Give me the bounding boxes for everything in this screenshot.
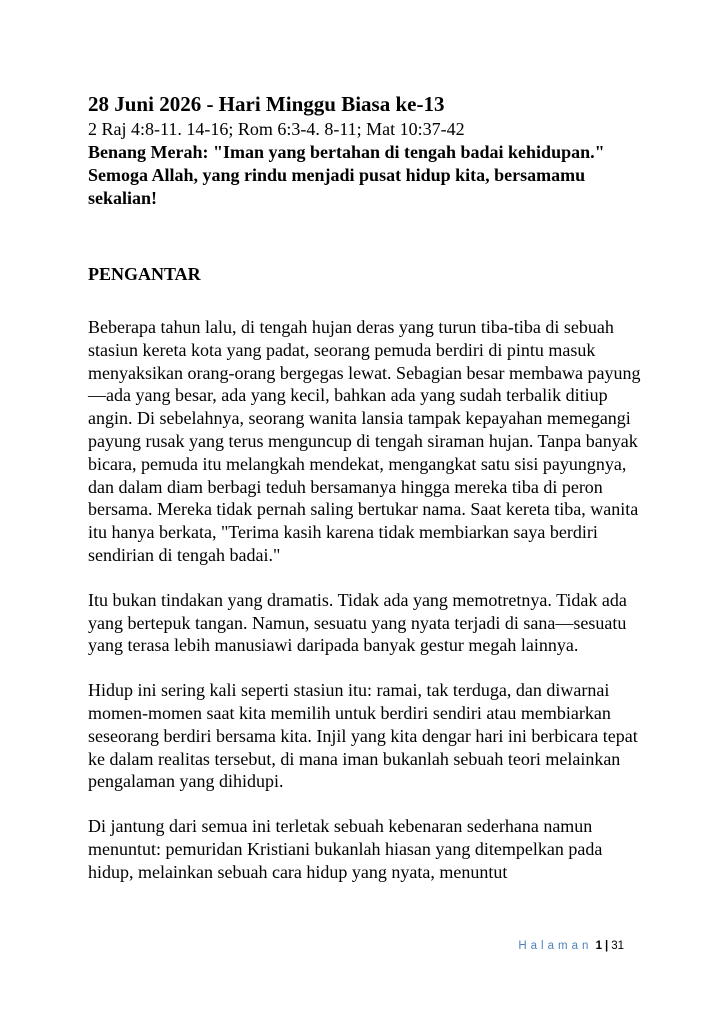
- footer-page-number: 1: [595, 940, 602, 952]
- page-title: 28 Juni 2026 - Hari Minggu Biasa ke-13: [88, 92, 445, 116]
- greeting: Semoga Allah, yang rindu menjadi pusat hidup kita, bersamamu sekalian!: [88, 165, 586, 208]
- paragraph-3: Hidup ini sering kali seperti stasiun itu: ramai, tak terduga, dan diwarnai momen-momen saat kita memilih untuk berdiri sendiri atau membiarkan seseorang berdiri bersama kita. Injil yang kita dengar hari ini berbicara tepat ke dalam realitas tersebut, di mana iman bukanlah sebuah teori melainkan pengalaman yang dihidupi.: [88, 680, 638, 792]
- benang-merah: Benang Merah: "Iman yang bertahan di tengah badai kehidupan.": [88, 142, 605, 162]
- paragraph-4: Di jantung dari semua ini terletak sebuah kebenaran sederhana namun menuntut: pemuridan Kristiani bukanlah hiasan yang ditempelkan pada hidup, melainkan sebuah cara hidup yang nyata, menuntut: [88, 816, 603, 882]
- page-footer: [0, 940, 624, 952]
- footer-total-pages: 31: [611, 940, 624, 952]
- scripture-readings: 2 Raj 4:8-11. 14-16; Rom 6:3-4. 8-11; Mat 10:37-42: [88, 119, 465, 139]
- page-content: [88, 92, 648, 884]
- section-heading: PENGANTAR: [88, 264, 201, 284]
- paragraph-1: Beberapa tahun lalu, di tengah hujan deras yang turun tiba-tiba di sebuah stasiun kereta kota yang padat, seorang pemuda berdiri di pintu masuk menyaksikan orang-orang bergegas lewat. Sebagian besar membawa payung—ada yang besar, ada yang kecil, bahkan ada yang sudah terbalik ditiup angin. Di sebelahnya, seorang wanita lansia tampak kepayahan memegangi payung rusak yang terus menguncup di tengah siraman hujan. Tanpa banyak bicara, pemuda itu melangkah mendekat, mengangkat satu sisi payungnya, dan dalam diam berbagi teduh bersamanya hingga mereka tiba di peron bersama. Mereka tidak pernah saling bertukar nama. Saat kereta tiba, wanita itu hanya berkata, "Terima kasih karena tidak membiarkan saya berdiri sendirian di tengah badai.": [88, 317, 641, 565]
- paragraph-2: Itu bukan tindakan yang dramatis. Tidak ada yang memotretnya. Tidak ada yang bertepuk tangan. Namun, sesuatu yang nyata terjadi di sana—sesuatu yang terasa lebih manusiawi daripada banyak gestur megah lainnya.: [88, 589, 627, 656]
- footer-label: Halaman: [518, 940, 593, 952]
- footer-separator: |: [604, 940, 609, 952]
